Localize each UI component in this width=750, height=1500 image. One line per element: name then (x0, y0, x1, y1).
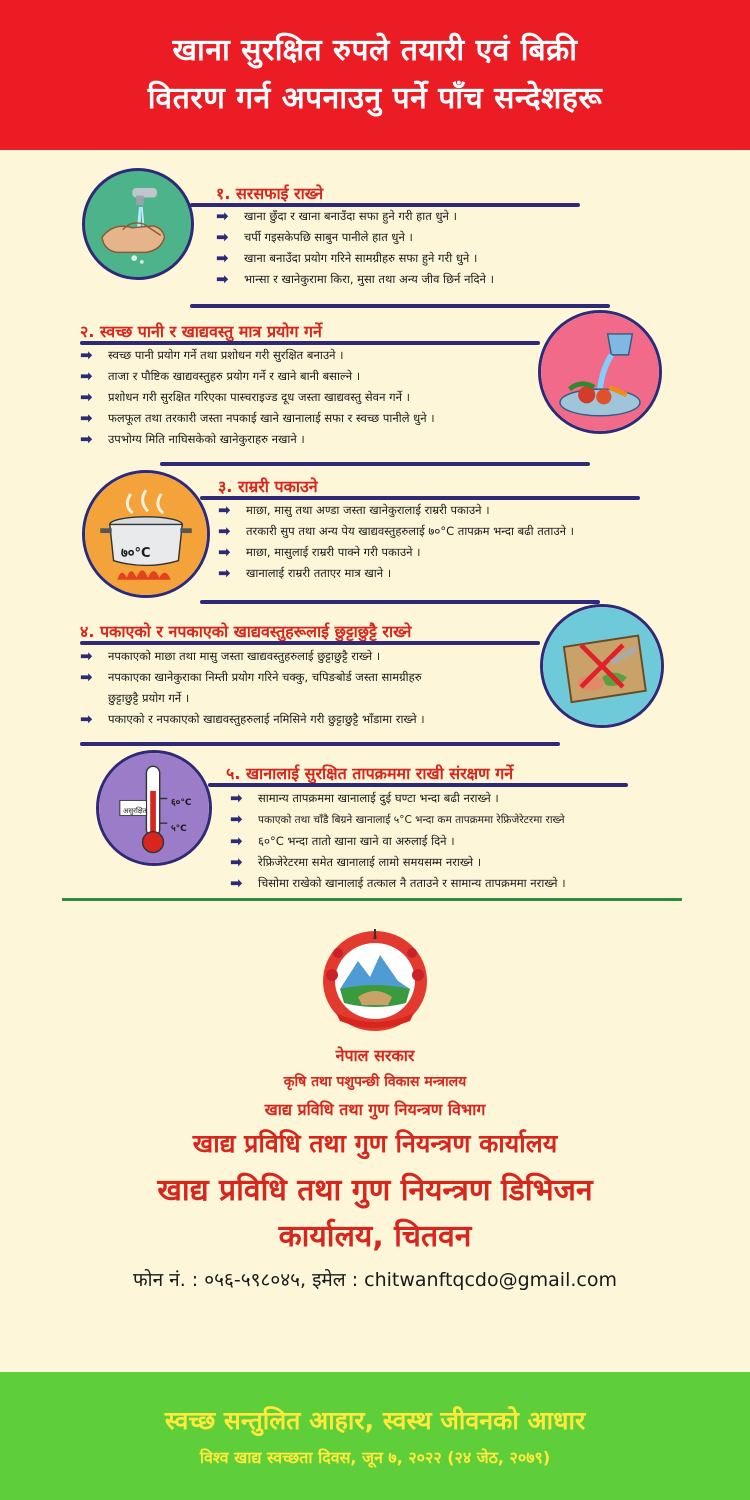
org-department: खाद्य प्रविधि तथा गुण नियन्त्रण विभाग (264, 1100, 486, 1119)
section-4-list (80, 646, 425, 730)
list-item: ➡ तरकारी सुप तथा अन्य पेय खाद्यवस्तुहरुलाई ७०°C तापक्रम भन्दा बढी तताउने । (218, 522, 575, 540)
list-item: ➡ नपकाएको माछा तथा मासु जस्ता खाद्यवस्तुहरुलाई छुट्टाछुट्टै राख्ने । (80, 647, 381, 665)
list-item: ➡ सामान्य तापक्रममा खानालाई दुई घण्टा भन्दा बढी नराख्ने । (230, 789, 499, 807)
section-2-bottom-rule (160, 462, 590, 466)
thermometer-low-label: ५°C (171, 824, 187, 834)
list-item: ➡ माछा, मासु तथा अण्डा जस्ता खानेकुरालाई राम्ररी पकाउने । (218, 501, 490, 519)
list-item (80, 667, 425, 709)
footer-slogan: स्वच्छ सन्तुलित आहार, स्वस्थ जीवनको आधार (164, 1406, 586, 1435)
list-item: ➡ चिसोमा राखेको खानालाई तत्काल नै तताउने र सामान्य तापक्रममा नराख्ने । (230, 874, 566, 892)
section-5-list (230, 788, 566, 894)
list-item: ➡ भान्सा र खानेकुरामा किरा, मुसा तथा अन्य जीव छिर्न नदिने । (216, 270, 494, 288)
section-4-bottom-rule (80, 742, 560, 746)
arrow-icon: ➡ (230, 853, 243, 871)
list-item: ➡ चर्पी गइसकेपछि साबुन पानीले हात धुने । (216, 228, 413, 246)
arrow-icon: ➡ (80, 388, 93, 406)
pot-temperature-label: ७०°C (121, 546, 151, 561)
section-5-title: ५. खानालाई सुरक्षित तापक्रममा राखी संरक्षण गर्ने (226, 764, 514, 783)
arrow-icon: ➡ (80, 710, 93, 728)
footer-date: विश्व खाद्य स्वच्छता दिवस, जून ७, २०२२ (२४ जेठ, २०७९) (199, 1448, 551, 1467)
hand-washing-icon (82, 168, 194, 280)
list-item: ➡ पकाएको र नपकाएको खाद्यवस्तुहरुलाई नमिसिने गरी छुट्टाछुट्टै भाँडामा राख्ने । (80, 710, 425, 728)
header-banner (0, 0, 750, 150)
org-office: खाद्य प्रविधि तथा गुण नियन्त्रण कार्यालय (192, 1129, 558, 1158)
arrow-icon: ➡ (80, 409, 93, 427)
org-division: खाद्य प्रविधि तथा गुण नियन्त्रण डिभिजन (157, 1173, 593, 1208)
list-item: ➡ खाना छुँदा र खाना बनाउँदा सफा हुने गरी हात धुने । (216, 207, 457, 225)
arrow-icon: ➡ (230, 810, 243, 828)
section-1-title: १. सरसफाई राख्ने (216, 184, 324, 203)
arrow-icon: ➡ (80, 367, 93, 385)
list-item: ➡ रेफ्रिजेरेटरमा समेत खानालाई लामो समयसम्म नराख्ने । (230, 853, 482, 871)
list-item: ➡ फलफूल तथा तरकारी जस्ता नपकाई खाने खानालाई सफा र स्वच्छ पानीले धुने । (80, 409, 435, 427)
list-item: ➡ उपभोग्य मिति नाघिसकेको खानेकुराहरु नखाने । (80, 430, 305, 448)
cooking-pot-icon (82, 470, 210, 598)
green-divider (62, 898, 682, 901)
arrow-icon: ➡ (80, 647, 93, 665)
list-item: ➡ प्रशोधन गरी सुरक्षित गरिएका पास्चराइज्ड दूध जस्ता खाद्यवस्तु सेवन गर्ने । (80, 388, 410, 406)
list-item: ➡ खानालाई राम्ररी तताएर मात्र खाने । (218, 564, 392, 582)
arrow-icon: ➡ (230, 874, 243, 892)
section-2-title: २. स्वच्छ पानी र खाद्यवस्तु मात्र प्रयोग गर्ने (80, 322, 322, 341)
list-item: ➡ पकाएको तथा चाँडै बिग्रने खानालाई ५°C भन्दा कम तापक्रममा रेफ्रिजेरेटरमा राख्ने (230, 810, 565, 828)
list-item: ➡ ६०°C भन्दा तातो खाना खाने वा अरुलाई दिने । (230, 832, 455, 850)
list-item-text-line: छुट्टाछुट्टै प्रयोग गर्ने । (108, 691, 190, 705)
arrow-icon: ➡ (218, 543, 231, 561)
list-item: ➡ स्वच्छ पानी प्रयोग गर्ने तथा प्रशोधन गरी सुरक्षित बनाउने । (80, 346, 344, 364)
org-division-location: कार्यालय, चितवन (278, 1219, 472, 1254)
arrow-icon: ➡ (80, 346, 93, 364)
arrow-icon: ➡ (80, 668, 93, 686)
section-4-divider (80, 641, 540, 645)
section-4-title: ४. पकाएको र नपकाएको खाद्यवस्तुहरूलाई छुट्टाछुट्टै राख्ने (80, 622, 412, 641)
list-item-text-line: नपकाएका खानेकुराका निम्ती प्रयोग गरिने चक्कु, चपिङबोर्ड जस्ता सामग्रीहरु (108, 670, 422, 684)
cutting-board-icon (540, 604, 664, 728)
arrow-icon: ➡ (216, 270, 229, 288)
arrow-icon: ➡ (218, 501, 231, 519)
list-item: ➡ माछा, मासुलाई राम्ररी पाक्ने गरी पकाउने । (218, 543, 421, 561)
arrow-icon: ➡ (80, 430, 93, 448)
header-title-line-1: खाना सुरक्षित रुपले तयारी एवं बिक्री (172, 33, 578, 68)
arrow-icon: ➡ (218, 522, 231, 540)
footer-banner (0, 1372, 750, 1500)
section-3-list (218, 500, 574, 584)
section-1-bottom-rule (190, 304, 610, 308)
thermometer-high-label: ६०°C (171, 798, 192, 808)
section-2-list (80, 345, 435, 450)
org-government: नेपाल सरकार (335, 1046, 415, 1065)
thermometer-icon (96, 750, 212, 866)
thermometer-unsafe-label: असुरक्षित (123, 807, 147, 815)
washing-vegetables-icon (538, 310, 662, 434)
section-1-list (216, 206, 494, 290)
header-title-line-2: वितरण गर्न अपनाउनु पर्ने पाँच सन्देशहरू (147, 81, 603, 116)
arrow-icon: ➡ (216, 249, 229, 267)
arrow-icon: ➡ (216, 207, 229, 225)
contact-info: फोन नं. : ०५६-५९८०४५, इमेल : chitwanftqcdo@gmail.com (133, 1269, 617, 1291)
list-item: ➡ खाना बनाउँदा प्रयोग गरिने सामग्रीहरु सफा हुने गरी धुने । (216, 249, 478, 267)
section-5-divider (208, 783, 628, 787)
section-3-title: ३. राम्ररी पकाउने (218, 477, 318, 496)
org-ministry: कृषि तथा पशुपन्छी विकास मन्त्रालय (283, 1074, 467, 1090)
arrow-icon: ➡ (230, 832, 243, 850)
arrow-icon: ➡ (218, 564, 231, 582)
arrow-icon: ➡ (230, 789, 243, 807)
list-item: ➡ ताजा र पौष्टिक खाद्यवस्तुहरु प्रयोग गर्ने र खाने बानी बसाल्ने । (80, 367, 361, 385)
arrow-icon: ➡ (216, 228, 229, 246)
section-3-bottom-rule (200, 600, 600, 604)
nepal-government-emblem (318, 925, 432, 1035)
